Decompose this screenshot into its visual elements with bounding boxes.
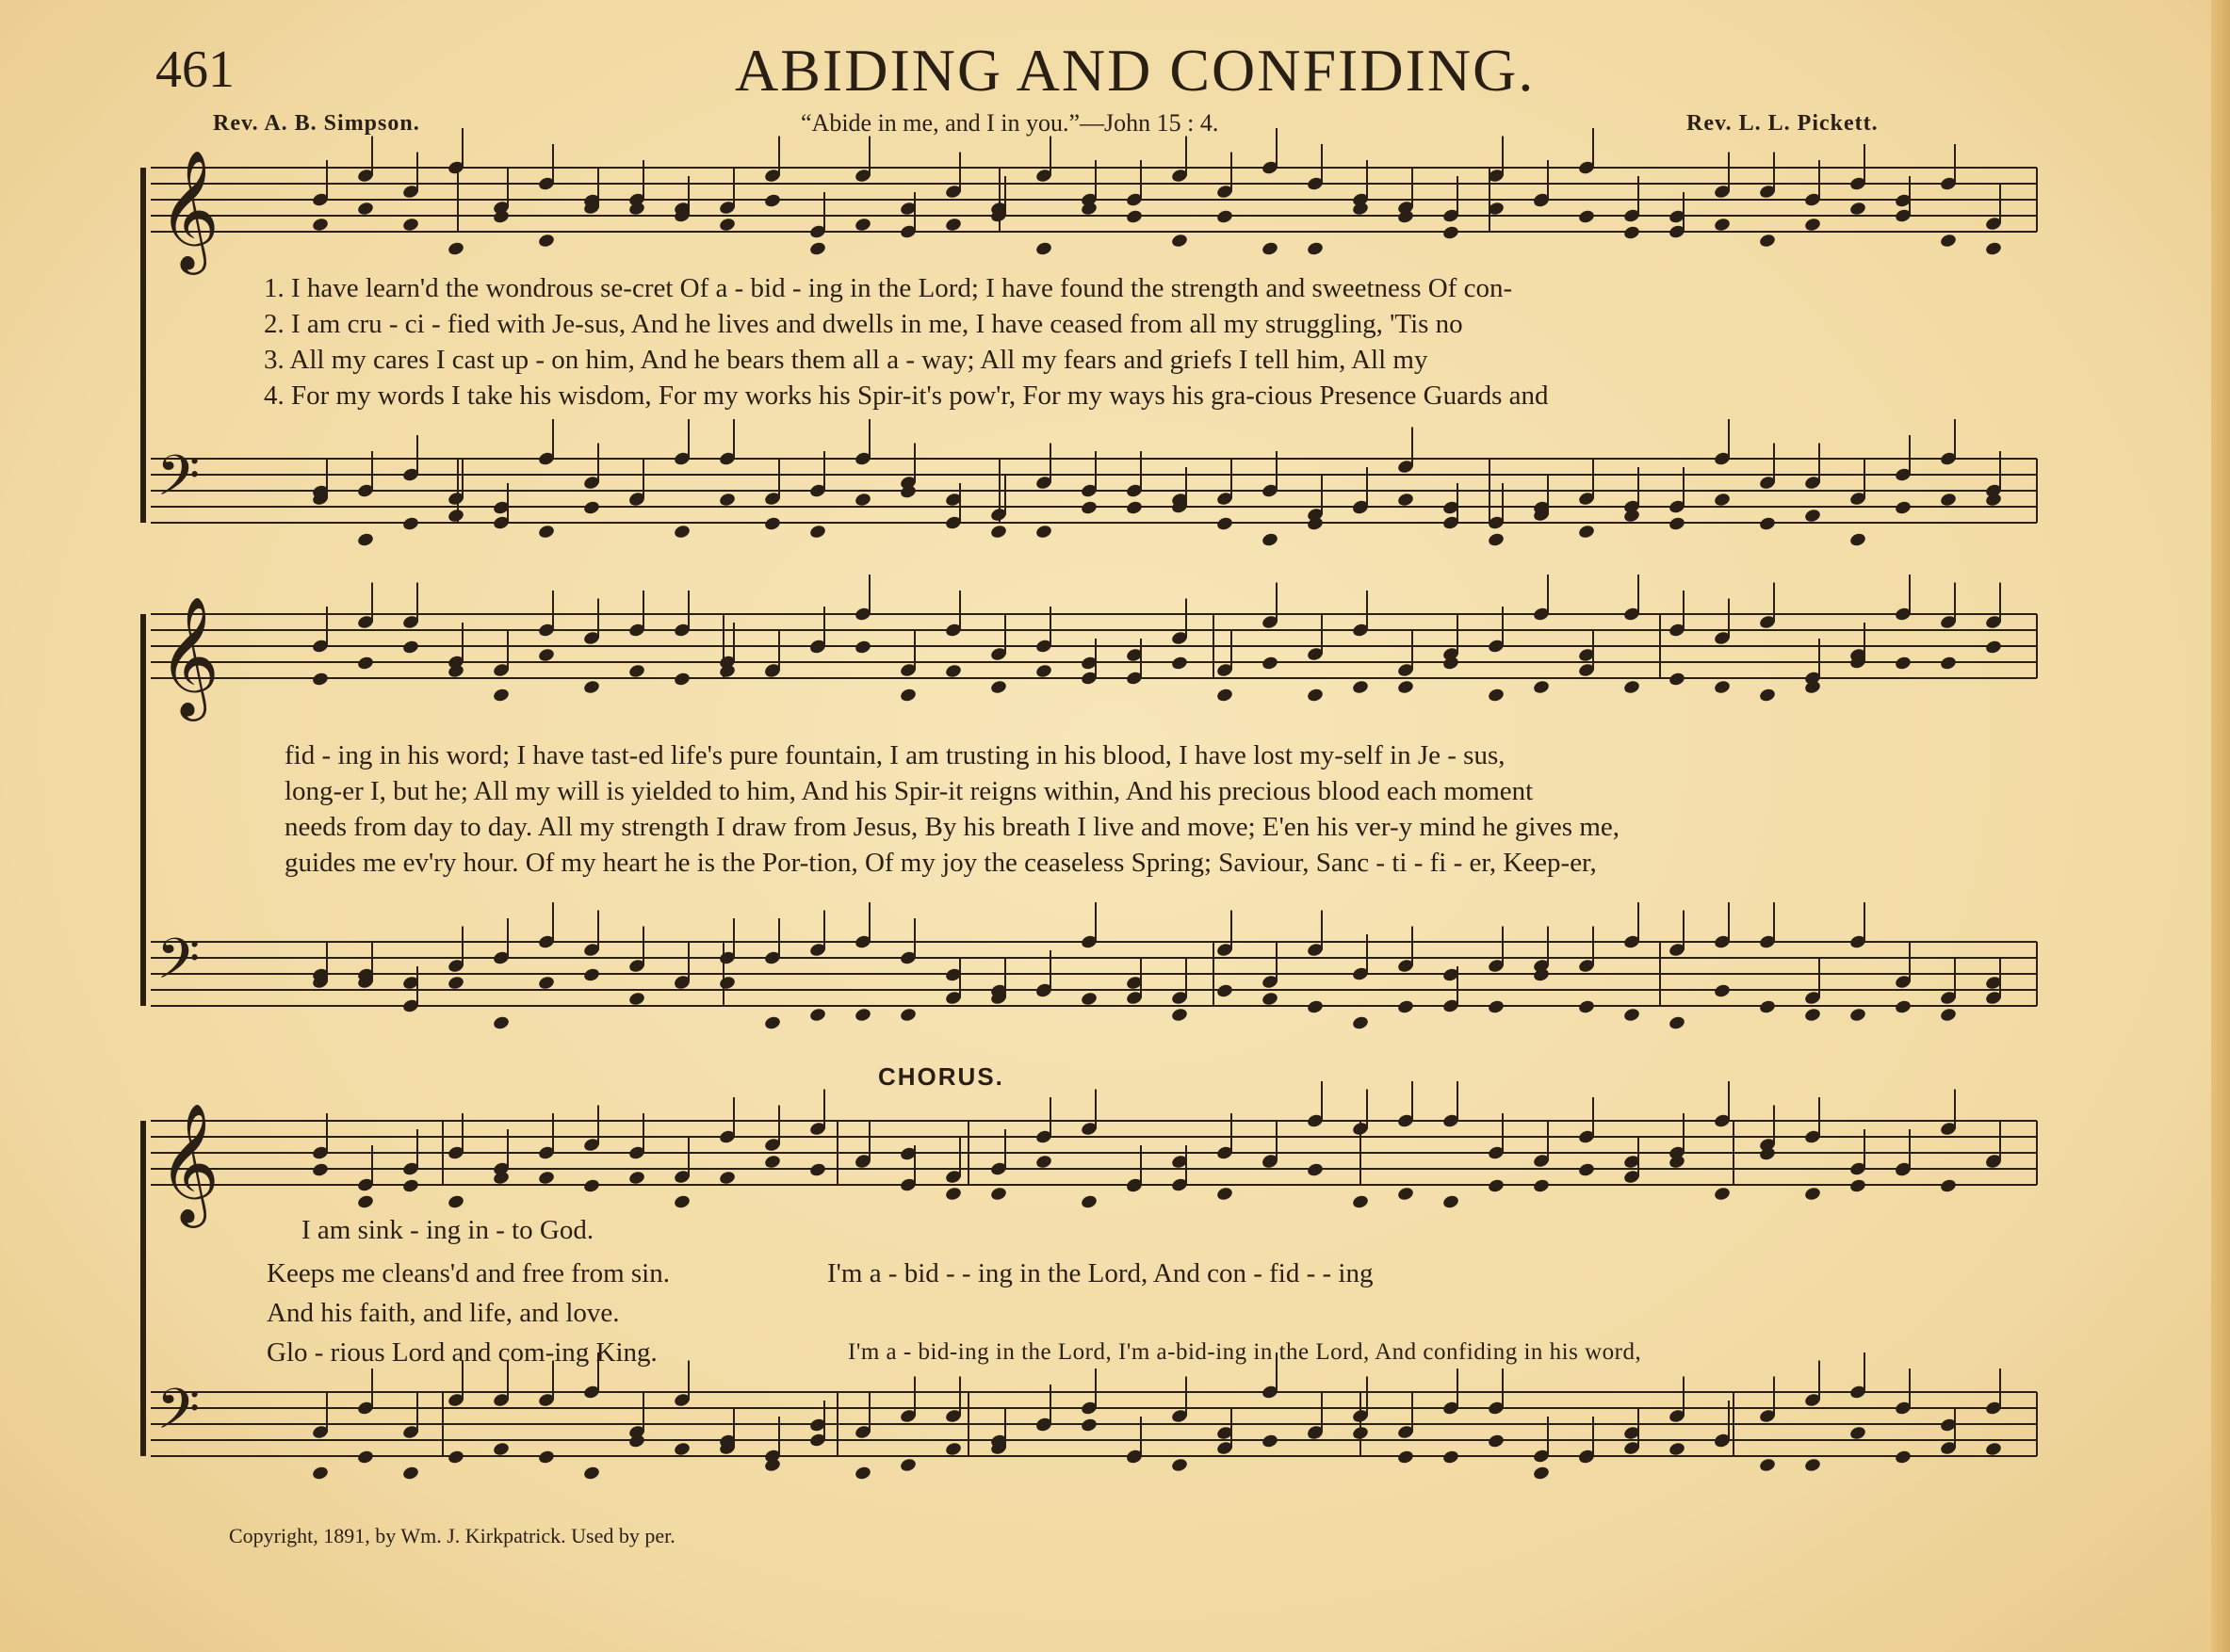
- system-3-treble-notehead: [1396, 1186, 1414, 1202]
- system-1-treble-notehead: [1261, 241, 1278, 257]
- system-1-treble-notehead: [718, 217, 736, 233]
- system-2-treble-notehead: [311, 672, 329, 688]
- system-1-treble-notehead: [944, 217, 962, 233]
- system-2-bass-notehead: [718, 975, 736, 991]
- system-2-treble-notehead: [944, 663, 962, 679]
- system-3-treble-notehead: [944, 1186, 962, 1202]
- system-3-bass-notehead: [1532, 1466, 1550, 1482]
- system-3-treble-notehead: [356, 1194, 374, 1210]
- system-2-treble-notehead: [1939, 656, 1957, 672]
- system-1-bass-notehead: [356, 532, 374, 548]
- system-3-treble-notehead: [447, 1194, 464, 1210]
- system-3-bass-notehead: [1984, 1441, 2002, 1457]
- verse-1-line-3: I am sink - ing in - to God.: [301, 1215, 594, 1245]
- system-1-bass-notehead: [1080, 500, 1098, 516]
- system-1-bass-notehead: [1848, 532, 1866, 548]
- system-2-bass-notehead: [1080, 991, 1098, 1007]
- system-1-bass-notehead: [401, 516, 419, 532]
- system-1-treble-notehead: [1984, 241, 2002, 257]
- system-2-bass-notehead: [1306, 999, 1324, 1015]
- system-2-treble-notehead: [1396, 679, 1414, 695]
- system-3-treble-notehead: [1713, 1186, 1731, 1202]
- system-3-treble-notehead: [1215, 1186, 1233, 1202]
- system-2-treble-notehead: [1487, 688, 1505, 704]
- system-3-treble-notehead: [1487, 1178, 1505, 1194]
- system-2-treble-notehead: [1758, 688, 1776, 704]
- verse-2-line-2: long-er I, but he; All my will is yielded to him, And his Spir-it reigns within, And his precious blood each moment: [285, 776, 1534, 806]
- system-1-treble-clef-icon: 𝄞: [158, 149, 220, 269]
- system-2-treble-notehead: [401, 640, 419, 656]
- system-2-treble-notehead: [899, 688, 917, 704]
- system-1-bass-notehead: [582, 500, 600, 516]
- system-1-bass-notehead: [1803, 508, 1821, 524]
- system-3-bass-notehead: [1351, 1425, 1369, 1441]
- system-3-bass-notehead: [311, 1466, 329, 1482]
- verse-2-line-1: 2. I am cru - ci - fied with Je-sus, And he lives and dwells in me, I have ceased from all my struggling, 'Tis no: [264, 309, 1463, 339]
- system-2-treble-notehead: [627, 663, 645, 679]
- system-3-treble-notehead: [673, 1194, 691, 1210]
- system-2-bass-notehead: [1939, 1007, 1957, 1023]
- system-2-treble-notehead: [1306, 688, 1324, 704]
- system-1-treble-notehead: [1215, 209, 1233, 225]
- system-1-treble-notehead: [447, 241, 464, 257]
- system-2-bass-notehead: [808, 1007, 826, 1023]
- system-2-treble-notehead: [1351, 679, 1369, 695]
- system-3-treble-notehead: [537, 1170, 555, 1186]
- system-3-treble-notehead: [1532, 1178, 1550, 1194]
- system-1-treble-notehead: [1848, 201, 1866, 217]
- system-3-treble-notehead: [1803, 1186, 1821, 1202]
- system-2-bass-notehead: [1215, 983, 1233, 999]
- system-2-treble-notehead: [582, 679, 600, 695]
- system-2-treble-notehead: [989, 679, 1007, 695]
- system-1-treble-notehead: [1622, 225, 1640, 241]
- system-2-treble-notehead: [1668, 672, 1685, 688]
- system-2-treble-notehead: [537, 647, 555, 663]
- system-2-bass-notehead: [1713, 983, 1731, 999]
- verse-3-line-1: 3. All my cares I cast up - on him, And he bears them all a - way; All my fears and griefs I tell him, All my: [264, 345, 1428, 375]
- system-1-bass-notehead: [1034, 524, 1052, 540]
- system-2-treble-notehead: [1713, 679, 1731, 695]
- system-2-treble-notehead: [492, 688, 510, 704]
- system-3-bass-clef-icon: 𝄢: [156, 1376, 201, 1455]
- chorus-bass-lyric: I'm a - bid-ing in the Lord, I'm a-bid-ing in the Lord, And confiding in his word,: [848, 1339, 1642, 1365]
- system-2-treble-clef-icon: 𝄞: [158, 595, 220, 716]
- system-2-bass-notehead: [537, 975, 555, 991]
- system-1-bass-notehead: [1215, 516, 1233, 532]
- system-3-bass-notehead: [1848, 1425, 1866, 1441]
- system-1-treble-notehead: [1939, 233, 1957, 249]
- scripture-epigraph: “Abide in me, and I in you.”—John 15 : 4.: [801, 109, 1219, 137]
- system-1-bass-notehead: [1487, 532, 1505, 548]
- system-3-bass-notehead: [1080, 1417, 1098, 1433]
- system-2-bass-notehead: [1170, 1007, 1188, 1023]
- system-2-treble-notehead: [673, 672, 691, 688]
- system-2-treble-notehead: [1170, 656, 1188, 672]
- system-3-bass-notehead: [447, 1450, 464, 1466]
- system-2-bass-notehead: [627, 991, 645, 1007]
- verse-3-line-2: needs from day to day. All my strength I draw from Jesus, By his breath I live and move; E'en his ver-y mind he gives me,: [285, 812, 1620, 842]
- system-1-treble-notehead: [311, 217, 329, 233]
- system-3-bass-notehead: [1170, 1457, 1188, 1473]
- system-1-treble-notehead: [1034, 241, 1052, 257]
- system-3-treble-notehead: [401, 1178, 419, 1194]
- page-number: 461: [155, 40, 235, 99]
- system-1-treble-notehead: [401, 217, 419, 233]
- system-2-bass-notehead: [854, 1007, 871, 1023]
- system-3-treble-notehead: [1441, 1194, 1459, 1210]
- system-3-bass-notehead: [1758, 1457, 1776, 1473]
- system-3-treble-notehead: [582, 1178, 600, 1194]
- system-1-bass-notehead: [1125, 500, 1143, 516]
- system-3-treble-clef-icon: 𝄞: [158, 1102, 220, 1223]
- system-3-bass-notehead: [673, 1441, 691, 1457]
- system-3-treble-notehead: [627, 1170, 645, 1186]
- system-3-bass-notehead: [401, 1466, 419, 1482]
- system-3-bass-notehead: [1803, 1457, 1821, 1473]
- system-1-treble-notehead: [1577, 209, 1595, 225]
- system-1-treble-notehead: [1803, 217, 1821, 233]
- system-1-bass-notehead: [763, 516, 781, 532]
- system-2-treble-notehead: [1532, 679, 1550, 695]
- system-1-bass-notehead: [989, 524, 1007, 540]
- system-1-bass-notehead: [537, 524, 555, 540]
- system-1-treble-notehead: [1758, 233, 1776, 249]
- system-3-bass-notehead: [1441, 1450, 1459, 1466]
- chorus-lyric: I'm a - bid - - ing in the Lord, And con - fid - - ing: [827, 1258, 1374, 1288]
- system-3-treble-notehead: [763, 1154, 781, 1170]
- system-3-treble-notehead: [311, 1162, 329, 1178]
- system-2-bass-notehead: [447, 975, 464, 991]
- system-3-bass-notehead: [1396, 1450, 1414, 1466]
- system-3-bass-notehead: [537, 1450, 555, 1466]
- system-2-bass-notehead: [1261, 991, 1278, 1007]
- system-2-bass-notehead: [1668, 1015, 1685, 1031]
- system-2-bass-notehead: [1758, 999, 1776, 1015]
- system-2-bass-notehead: [1894, 999, 1912, 1015]
- system-3-bass-notehead: [1668, 1441, 1685, 1457]
- system-2-treble-notehead: [1984, 640, 2002, 656]
- system-3-bass-notehead: [899, 1457, 917, 1473]
- system-1-bass-notehead: [718, 492, 736, 508]
- system-2-bass-notehead: [1803, 1007, 1821, 1023]
- system-3-bass-notehead: [1894, 1450, 1912, 1466]
- system-2-treble-notehead: [1034, 663, 1052, 679]
- system-2-treble-notehead: [356, 656, 374, 672]
- system-1-treble-notehead: [537, 233, 555, 249]
- system-1-bass-notehead: [808, 524, 826, 540]
- system-1-bass-notehead: [1939, 492, 1957, 508]
- system-1-treble-notehead: [763, 193, 781, 209]
- verse-1-line-1: 1. I have learn'd the wondrous se-cret Of a - bid - ing in the Lord; I have found the strength and sweetness Of con-: [264, 273, 1513, 303]
- system-1-treble-notehead: [808, 241, 826, 257]
- system-3-treble-notehead: [1939, 1178, 1957, 1194]
- system-2-treble-notehead: [1622, 679, 1640, 695]
- system-2-bass-clef-icon: 𝄢: [156, 926, 201, 1005]
- system-1-treble-notehead: [1713, 217, 1731, 233]
- system-3-treble-notehead: [808, 1162, 826, 1178]
- system-2-bass-notehead: [492, 1015, 510, 1031]
- system-3-treble-notehead: [1080, 1194, 1098, 1210]
- system-1-bass-notehead: [1396, 492, 1414, 508]
- system-1-bass-notehead: [1577, 524, 1595, 540]
- system-3-bass-notehead: [356, 1450, 374, 1466]
- system-2-bass-notehead: [582, 967, 600, 983]
- system-1-bass-notehead: [1894, 500, 1912, 516]
- system-1-bass-clef-icon: 𝄢: [156, 443, 201, 522]
- system-1-treble-notehead: [356, 201, 374, 217]
- chorus-label: CHORUS.: [878, 1062, 1004, 1091]
- system-3-treble-notehead: [718, 1170, 736, 1186]
- system-2-treble-notehead: [854, 640, 871, 656]
- system-3-treble-notehead: [1848, 1178, 1866, 1194]
- system-3-bass-notehead: [1487, 1433, 1505, 1450]
- system-3-bass-notehead: [944, 1441, 962, 1457]
- system-3-treble-notehead: [1306, 1162, 1324, 1178]
- system-3-treble-notehead: [1034, 1154, 1052, 1170]
- verse-4-line-3: Glo - rious Lord and com-ing King.: [267, 1337, 658, 1368]
- system-1-treble-notehead: [1441, 225, 1459, 241]
- verse-3-line-3: And his faith, and life, and love.: [267, 1298, 620, 1328]
- system-3-bass-notehead: [582, 1466, 600, 1482]
- hymn-title: ABIDING AND CONFIDING.: [735, 37, 1536, 104]
- system-3-bass-notehead: [492, 1441, 510, 1457]
- system-3-treble-notehead: [1351, 1194, 1369, 1210]
- system-1-bass-notehead: [1713, 492, 1731, 508]
- system-1-treble-notehead: [1125, 209, 1143, 225]
- copyright-notice: Copyright, 1891, by Wm. J. Kirkpatrick. Used by per.: [229, 1524, 676, 1547]
- system-1-bass-notehead: [854, 492, 871, 508]
- system-1-bass-notehead: [1261, 532, 1278, 548]
- system-2-bass-notehead: [763, 1015, 781, 1031]
- system-1-treble-notehead: [1170, 233, 1188, 249]
- lyricist-credit: Rev. A. B. Simpson.: [213, 111, 420, 136]
- system-2-treble-notehead: [1215, 688, 1233, 704]
- system-1-treble-notehead: [854, 217, 871, 233]
- system-1-bass-notehead: [447, 508, 464, 524]
- composer-credit: Rev. L. L. Pickett.: [1686, 111, 1879, 136]
- system-2-treble-notehead: [1261, 656, 1278, 672]
- system-1-bass-notehead: [1668, 516, 1685, 532]
- system-2-bass-notehead: [1487, 999, 1505, 1015]
- system-3-treble-notehead: [989, 1186, 1007, 1202]
- system-3-bass-notehead: [854, 1466, 871, 1482]
- verse-4-line-1: 4. For my words I take his wisdom, For my works his Spir-it's pow'r, For my ways his gra-cious Presence Guards and: [264, 381, 1549, 411]
- system-3-treble-notehead: [1577, 1162, 1595, 1178]
- system-2-bass-notehead: [1848, 1007, 1866, 1023]
- system-1-treble-notehead: [1306, 241, 1324, 257]
- system-2-bass-notehead: [1351, 1015, 1369, 1031]
- verse-4-line-2: guides me ev'ry hour. Of my heart he is the Por-tion, Of my joy the ceaseless Spring; Saviour, Sanc - ti - fi - er, Keep-er,: [285, 848, 1597, 878]
- system-2-bass-notehead: [1622, 1007, 1640, 1023]
- system-2-bass-notehead: [1396, 999, 1414, 1015]
- system-2-bass-notehead: [899, 1007, 917, 1023]
- system-2-treble-notehead: [1894, 656, 1912, 672]
- system-3-bass-notehead: [1261, 1433, 1278, 1450]
- system-1-bass-notehead: [673, 524, 691, 540]
- system-1-bass-notehead: [1758, 516, 1776, 532]
- system-2-bass-notehead: [1577, 999, 1595, 1015]
- verse-2-line-3: Keeps me cleans'd and free from sin.: [267, 1258, 670, 1288]
- verse-1-line-2: fid - ing in his word; I have tast-ed life's pure fountain, I am trusting in his blood, I have lost my-self in Je - sus,: [285, 740, 1506, 770]
